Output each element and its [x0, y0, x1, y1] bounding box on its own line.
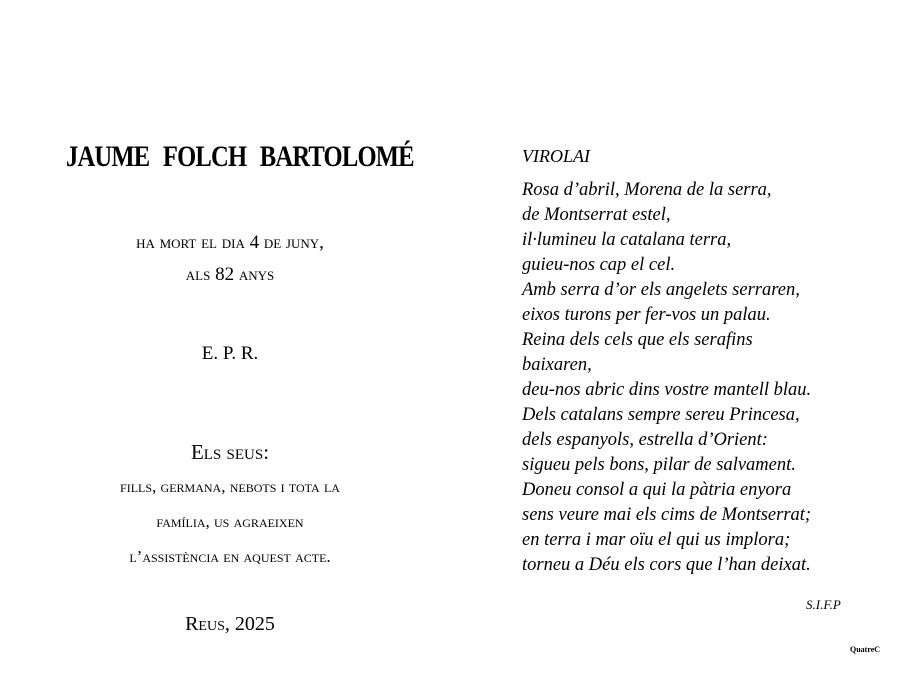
poem-line: Amb serra d’or els angelets serraren,: [522, 280, 800, 300]
poem-line: deu-nos abric dins vostre mantell blau.: [522, 380, 812, 400]
thanks-line-2: família, us agraeixen: [156, 512, 304, 531]
poem-title: VIROLAI: [522, 146, 590, 166]
poem-line: en terra i mar oïu el qui us implora;: [522, 530, 791, 550]
poem-line: Reina dels cels que els serafins: [522, 330, 753, 350]
poem-line: torneu a Déu els cors que l’han deixat.: [522, 555, 811, 575]
poem-line: Doneu consol a qui la pàtria enyora: [522, 480, 792, 500]
epr-text: E. P. R.: [201, 343, 259, 364]
death-notice-line-2: als 82 anys: [185, 264, 275, 285]
place-year: Reus, 2025: [185, 613, 275, 635]
poem-line: il·lumineu la catalana terra,: [522, 230, 732, 250]
poem-line: eixos turons per fer-vos un palau.: [522, 305, 771, 325]
poem-line: Rosa d’abril, Morena de la serra,: [522, 180, 772, 200]
poem-line: Dels catalans sempre sereu Princesa,: [522, 405, 800, 425]
poem-line: sigueu pels bons, pilar de salvament.: [522, 455, 796, 475]
poem-line: baixaren,: [522, 355, 592, 375]
poem-signature: S.I.F.P: [806, 597, 841, 612]
poem-line: guieu-nos cap el cel.: [522, 255, 676, 275]
thanks-line-1: fills, germana, nebots i tota la: [120, 477, 340, 496]
deceased-name: JAUME FOLCH BARTOLOMÉ: [66, 140, 414, 173]
family-heading: Els seus:: [190, 440, 270, 464]
poem-line: dels espanyols, estrella d’Orient:: [522, 430, 768, 450]
poem-body: [522, 178, 882, 578]
printer-mark: QuatreC: [850, 645, 881, 654]
poem-line: de Montserrat estel,: [522, 205, 671, 225]
poem-line: sens veure mai els cims de Montserrat;: [522, 505, 812, 525]
thanks-line-3: l’assistència en aquest acte.: [129, 547, 331, 566]
death-notice-line-1: ha mort el dia 4 de juny,: [136, 232, 324, 253]
